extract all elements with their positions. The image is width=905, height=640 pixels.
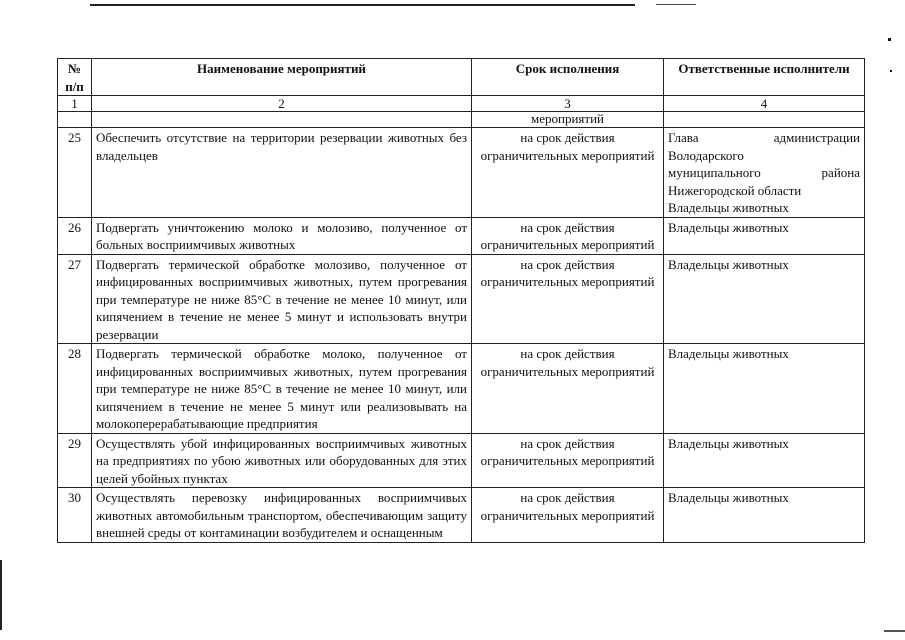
table-cell-responsible	[664, 112, 865, 128]
responsible-line: Владельцы животных	[668, 490, 789, 505]
row-number: 27	[58, 254, 92, 344]
header-name: Наименование мероприятий	[92, 59, 472, 96]
table-row	[58, 217, 865, 254]
table-row	[58, 254, 865, 344]
event-responsible	[664, 254, 865, 344]
responsible-line: Владельцы животных	[668, 200, 789, 215]
scan-artifact-line	[656, 4, 696, 5]
scan-artifact-dot	[890, 70, 892, 72]
events-table	[57, 58, 865, 543]
event-description: Осуществлять убой инфицированных восприимчивых животных на предприятиях по убою животных или оборудованных для этих целей убойных пунктах	[92, 433, 472, 488]
row-number: 25	[58, 128, 92, 218]
row-number: 28	[58, 344, 92, 434]
table-row	[58, 488, 865, 543]
event-description: Подвергать термической обработке молозиво, полученное от инфицированных восприимчивых животных, путем прогревания при температуре не ниже 85°С в течение не менее 10 минут, или кипячением в течение не менее 5 минут и использовать внутри резервации	[92, 254, 472, 344]
header-responsible: Ответственные исполнители	[664, 59, 865, 96]
scan-artifact-line	[90, 4, 635, 6]
row-number: 29	[58, 433, 92, 488]
event-term: на срок действия ограничительных мероприятий	[472, 217, 664, 254]
scan-artifact-edge	[884, 630, 905, 632]
header-term: Срок исполнения	[472, 59, 664, 96]
responsible-line: Владельцы животных	[668, 256, 789, 272]
responsible-line: Владельцы животных	[668, 219, 789, 235]
responsible-line: Глава администрации	[668, 130, 860, 145]
responsible-line: Володарского	[668, 147, 744, 163]
table-row	[58, 344, 865, 434]
column-index: 4	[664, 96, 865, 112]
row-number: 26	[58, 217, 92, 254]
table-cell-num	[58, 112, 92, 128]
event-term: на срок действия ограничительных мероприятий	[472, 433, 664, 488]
column-index: 1	[58, 96, 92, 112]
responsible-line: Владельцы животных	[668, 435, 789, 451]
row-number: 30	[58, 488, 92, 543]
table-row	[58, 433, 865, 488]
responsible-line: Владельцы животных	[668, 346, 789, 361]
event-term: на срок действия ограничительных мероприятий	[472, 344, 664, 434]
event-description: Подвергать уничтожению молоко и молозиво, полученное от больных восприимчивых животных	[92, 217, 472, 254]
table-row	[58, 128, 865, 218]
event-description: Осуществлять перевозку инфицированных восприимчивых животных автомобильным транспортом, обеспечивающим защиту внешней среды от контаминации возбудителем и оснащенным	[92, 488, 472, 543]
event-responsible	[664, 344, 865, 434]
event-term: на срок действия ограничительных мероприятий	[472, 254, 664, 344]
event-responsible	[664, 217, 865, 254]
event-description: Обеспечить отсутствие на территории резервации животных без владельцев	[92, 128, 472, 218]
responsible-line: муниципального района	[668, 165, 860, 180]
header-num: № п/п	[58, 59, 92, 96]
event-responsible	[664, 128, 865, 218]
event-responsible	[664, 433, 865, 488]
scan-artifact-edge	[0, 560, 2, 630]
table-cell-desc	[92, 112, 472, 128]
event-responsible	[664, 488, 865, 543]
continuation-row	[58, 112, 865, 128]
responsible-line: Нижегородской области	[668, 182, 802, 198]
scan-artifact-dot	[888, 38, 891, 41]
table-header-row	[58, 59, 865, 96]
column-index: 3	[472, 96, 664, 112]
column-index-row	[58, 96, 865, 112]
table-cell-term: мероприятий	[472, 112, 664, 128]
event-term: на срок действия ограничительных мероприятий	[472, 128, 664, 218]
column-index: 2	[92, 96, 472, 112]
event-term: на срок действия ограничительных мероприятий	[472, 488, 664, 543]
event-description: Подвергать термической обработке молоко, полученное от инфицированных восприимчивых животных, путем прогревания при температуре не ниже 85°С в течение не менее 10 минут, или кипячением в течение не менее 5 минут или реализовывать на молокоперерабатывающие предприятия	[92, 344, 472, 434]
